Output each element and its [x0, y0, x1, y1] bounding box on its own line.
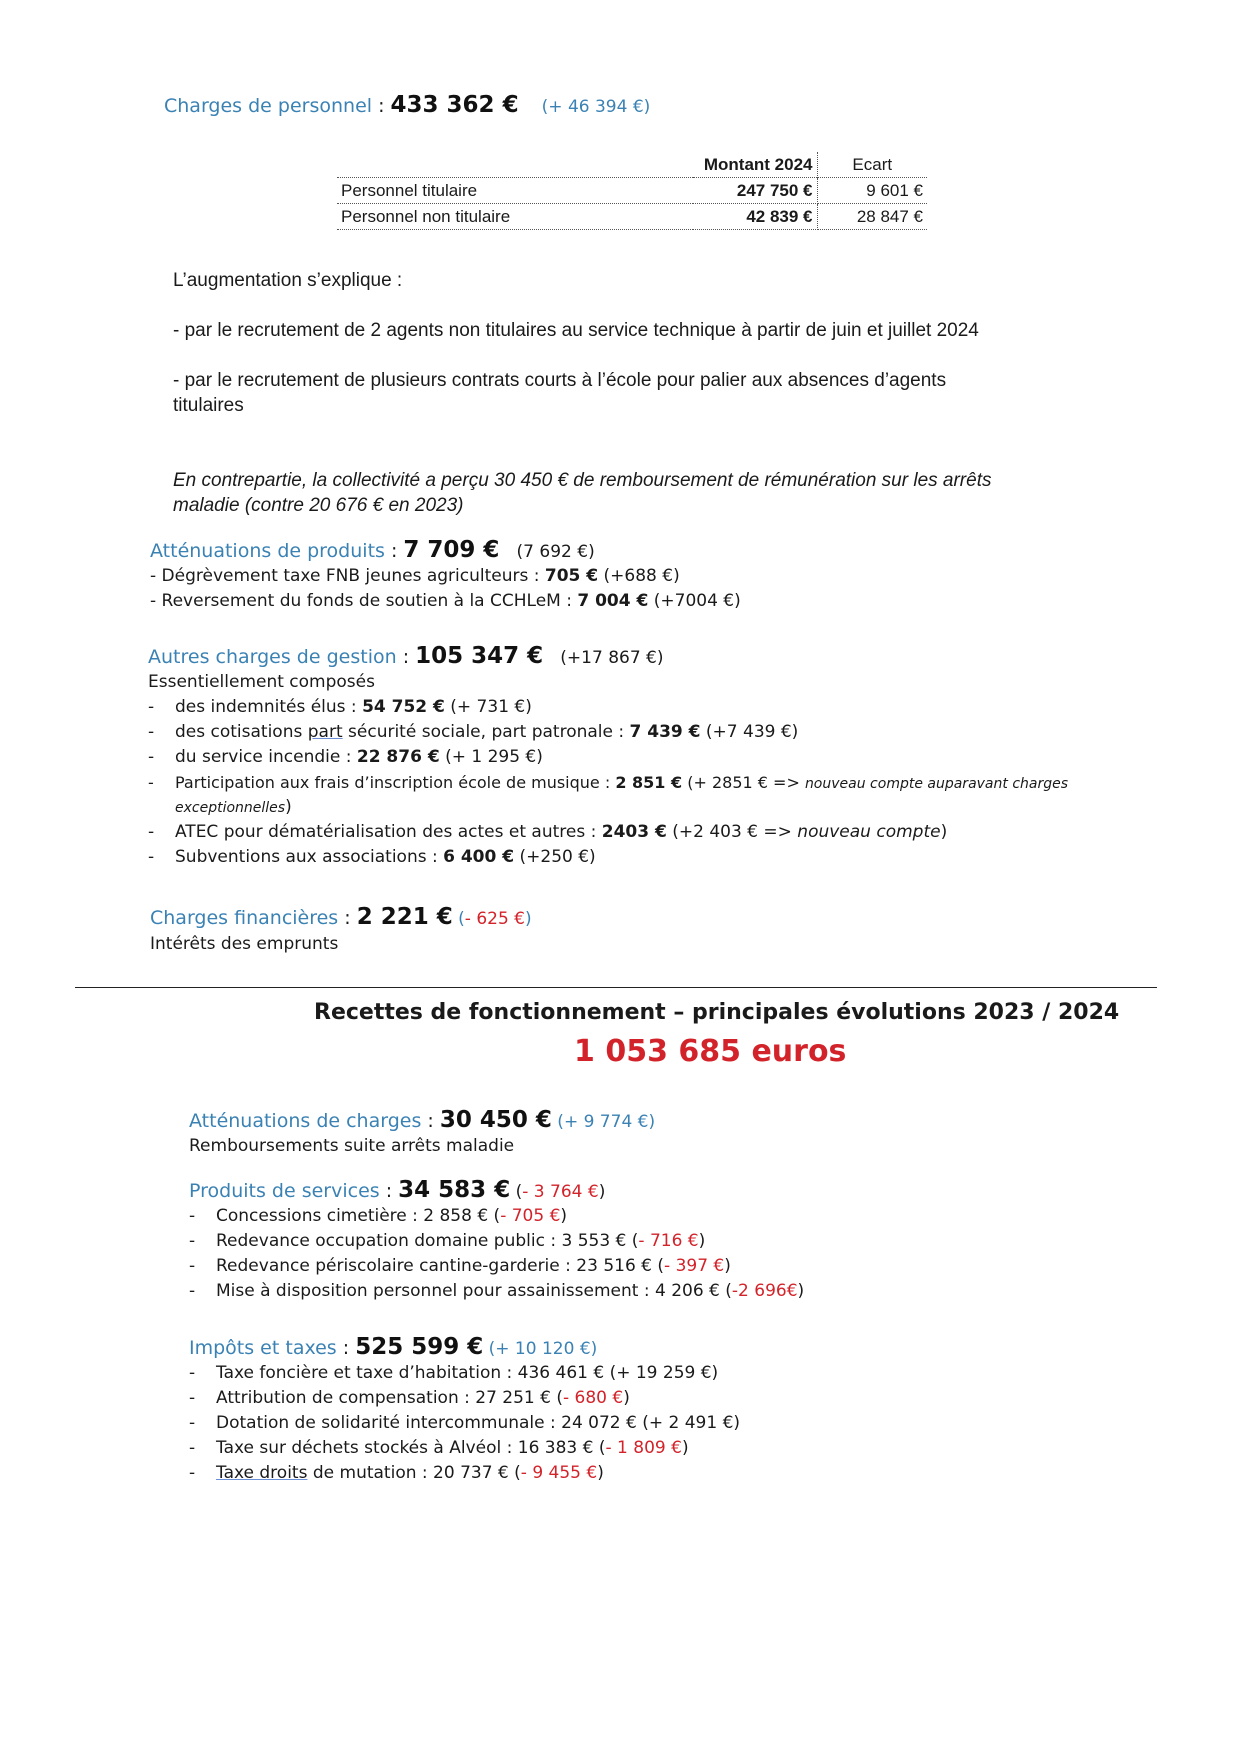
personnel-label: Charges de personnel — [164, 95, 373, 117]
table-cell: Personnel non titulaire — [337, 204, 693, 230]
list-item: - Mise à disposition personnel pour assainissement : 4 206 € (-2 696€) — [189, 1281, 805, 1301]
table-header — [337, 152, 693, 178]
table-cell: 9 601 € — [817, 178, 927, 204]
list-item: - Redevance périscolaire cantine-garderie : 23 516 € (- 397 €) — [189, 1256, 731, 1276]
section-delta: - 625 € — [464, 909, 526, 929]
personnel-table — [337, 152, 927, 230]
list-item: - Attribution de compensation : 27 251 € (- 680 €) — [189, 1388, 630, 1408]
recettes-total: 1 053 685 euros — [574, 1034, 847, 1069]
section-delta: (+ 10 120 €) — [483, 1339, 598, 1359]
table-cell: 42 839 € — [693, 204, 817, 230]
list-item: - Participation aux frais d’inscription école de musique : 2 851 € (+ 2851 € => nouveau compte auparavant charges — [148, 773, 1069, 792]
produits-services-heading: Produits de services : 34 583 € (- 3 764 €) — [189, 1177, 606, 1203]
list-item: - Taxe foncière et taxe d’habitation : 436 461 € (+ 19 259 €) — [189, 1363, 719, 1383]
financieres-heading: Charges financières : 2 221 € (- 625 €) — [150, 904, 532, 930]
attenuations-produits-heading — [150, 537, 595, 563]
item-text: - Dégrèvement taxe FNB jeunes agriculteurs : — [150, 566, 545, 586]
list-item-continuation: exceptionnelles) — [175, 797, 292, 817]
list-item: - Taxe droits de mutation : 20 737 € (- 9 455 €) — [189, 1463, 604, 1483]
personnel-amount: 433 362 € — [390, 92, 519, 118]
list-item: - Subventions aux associations : 6 400 € (+250 €) — [148, 847, 596, 867]
personnel-sep: : — [372, 95, 391, 117]
section-sep: : — [384, 540, 404, 562]
table-header: Montant 2024 — [693, 152, 817, 178]
table-row — [337, 204, 927, 230]
section-sep: : — [421, 1110, 440, 1132]
item-value: 7 004 € — [577, 591, 649, 611]
personnel-point1: - par le recrutement de 2 agents non titulaires au service technique à partir de juin et juillet 2024 — [173, 320, 979, 341]
list-item: - Taxe sur déchets stockés à Alvéol : 16 383 € (- 1 809 €) — [189, 1438, 689, 1458]
personnel-note-line2: maladie (contre 20 676 € en 2023) — [173, 495, 464, 516]
list-item — [150, 564, 680, 589]
section-sep: : — [338, 907, 357, 929]
item-text: - Reversement du fonds de soutien à la CCHLeM : — [150, 591, 578, 611]
section-label: Autres charges de gestion — [148, 646, 397, 668]
table-cell: 247 750 € — [693, 178, 817, 204]
section-delta: (+17 867 €) — [560, 648, 664, 668]
list-item: - Dotation de solidarité intercommunale : 24 072 € (+ 2 491 €) — [189, 1413, 741, 1433]
section-label: Atténuations de produits — [150, 540, 385, 562]
table-row — [337, 178, 927, 204]
list-item: - ATEC pour dématérialisation des actes et autres : 2403 € (+2 403 € => nouveau compte) — [148, 822, 948, 842]
section-divider — [75, 987, 1157, 988]
autres-charges-intro: Essentiellement composés — [148, 672, 375, 692]
section-amount: 34 583 € — [398, 1177, 511, 1203]
personnel-point2-line1: - par le recrutement de plusieurs contrats courts à l’école pour palier aux absences d’agents — [173, 370, 947, 391]
personnel-intro: L’augmentation s’explique : — [173, 270, 403, 291]
impots-heading — [189, 1334, 597, 1360]
section-amount: 7 709 € — [403, 537, 500, 563]
table-header: Ecart — [852, 154, 893, 174]
personnel-delta: (+ 46 394 €) — [541, 97, 651, 117]
section-delta: - 3 764 € — [522, 1182, 599, 1202]
list-item: - des cotisations part sécurité sociale, part patronale : 7 439 € (+7 439 €) — [148, 722, 799, 742]
section-amount: 105 347 € — [415, 643, 544, 669]
list-item: - du service incendie : 22 876 € (+ 1 295 €) — [148, 747, 543, 767]
section-delta: (7 692 €) — [516, 542, 595, 562]
recettes-title: Recettes de fonctionnement – principales évolutions 2023 / 2024 — [314, 1000, 1120, 1025]
personnel-heading — [164, 92, 650, 118]
section-label: Charges financières — [150, 907, 339, 929]
list-item: - Redevance occupation domaine public : 3 553 € (- 716 €) — [189, 1231, 706, 1251]
section-label: Impôts et taxes — [189, 1337, 337, 1359]
item-delta: (+688 €) — [598, 566, 680, 586]
table-cell: 28 847 € — [817, 204, 927, 230]
section-label: Produits de services — [189, 1180, 380, 1202]
section-delta: (+ 9 774 €) — [551, 1112, 656, 1132]
section-amount: 2 221 € — [356, 904, 453, 930]
table-cell: Personnel titulaire — [337, 178, 693, 204]
section-amount: 30 450 € — [439, 1107, 552, 1133]
section-label: Atténuations de charges — [189, 1110, 422, 1132]
table-header-row — [337, 152, 927, 178]
autres-charges-heading — [148, 643, 664, 669]
list-item: - Concessions cimetière : 2 858 € (- 705 €) — [189, 1206, 568, 1226]
attenuations-charges-sub: Remboursements suite arrêts maladie — [189, 1136, 515, 1156]
item-value: 705 € — [544, 566, 599, 586]
section-sep: : — [396, 646, 416, 668]
section-sep: : — [336, 1337, 356, 1359]
financieres-sub: Intérêts des emprunts — [150, 934, 339, 954]
section-amount: 525 599 € — [355, 1334, 484, 1360]
attenuations-charges-heading — [189, 1107, 655, 1133]
personnel-note-line1: En contrepartie, la collectivité a perçu 30 450 € de remboursement de rémunération sur les arrêts — [173, 470, 992, 491]
list-item — [150, 589, 741, 614]
personnel-point2-line2: titulaires — [173, 395, 244, 416]
list-item: - des indemnités élus : 54 752 € (+ 731 €) — [148, 697, 532, 717]
item-delta: (+7004 €) — [648, 591, 741, 611]
section-sep: : — [379, 1180, 399, 1202]
